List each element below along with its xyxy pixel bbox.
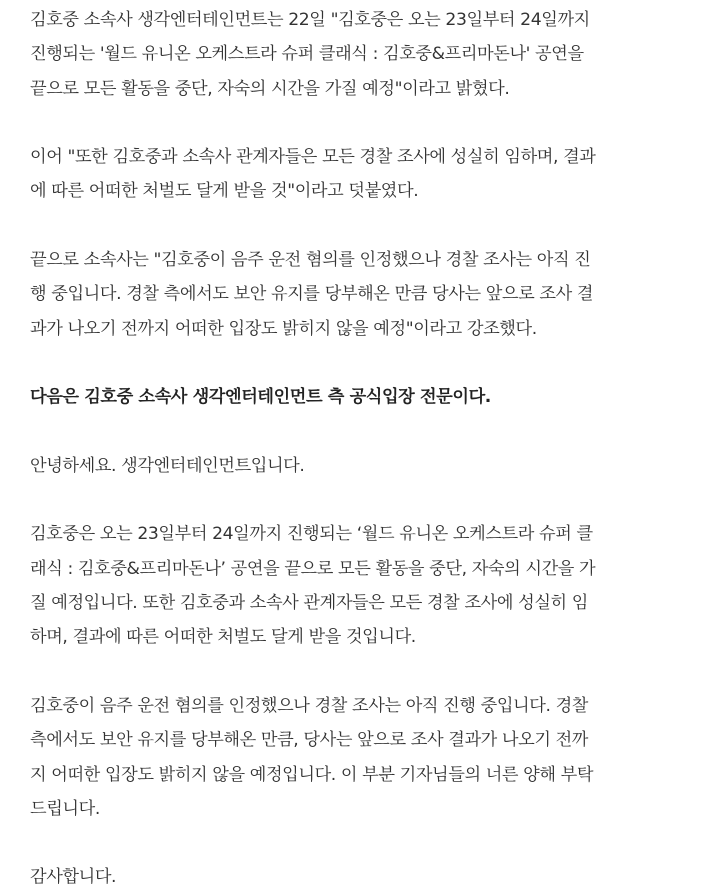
paragraph-investigation-cooperation (30, 140, 690, 209)
text-line: 질 예정입니다. 또한 김호중과 소속사 관계자들은 모든 경찰 조사에 성실히 임 (30, 593, 588, 614)
text-line: 끝으로 소속사는 "김호중이 음주 운전 혐의를 인정했으나 경찰 조사는 아직 진 (30, 250, 591, 271)
text-line: 감사합니다. (30, 867, 117, 888)
paragraph-statement-investigation (30, 689, 690, 826)
text-line: 하며, 결과에 따른 어떠한 처벌도 달게 받을 것입니다. (30, 627, 416, 648)
text-line: 래식 : 김호중&프리마돈나’ 공연을 끝으로 모든 활동을 중단, 자숙의 시간을 가 (30, 558, 596, 579)
text-line: 행 중입니다. 경찰 측에서도 보안 유지를 당부해온 만큼 당사는 앞으로 조사 결 (30, 284, 594, 305)
text-line: 에 따른 어떠한 처벌도 달게 받을 것"이라고 덧붙였다. (30, 181, 419, 202)
text-line: 과가 나오기 전까지 어떠한 입장도 밝히지 않을 예정"이라고 강조했다. (30, 318, 537, 339)
text-line: 측에서도 보안 유지를 당부해온 만큼, 당사는 앞으로 조사 결과가 나오기 전까 (30, 730, 588, 751)
article-body (30, 3, 690, 895)
text-line: 김호중 소속사 생각엔터테인먼트는 22일 "김호중은 오는 23일부터 24일까지 (30, 10, 590, 30)
text-line: 다음은 김호중 소속사 생각엔터테인먼트 측 공식입장 전문이다. (30, 387, 491, 408)
text-line: 김호중은 오는 23일부터 24일까지 진행되는 ‘월드 유니온 오케스트라 슈퍼 클 (30, 524, 593, 545)
text-line: 드립니다. (30, 798, 100, 819)
text-line: 김호중이 음주 운전 혐의를 인정했으나 경찰 조사는 아직 진행 중입니다. 경찰 (30, 695, 588, 716)
text-line: 지 어떠한 입장도 밝히지 않을 예정입니다. 이 부분 기자님들의 너른 양해 부탁 (30, 764, 594, 785)
text-line: 진행되는 '월드 유니온 오케스트라 슈퍼 클래식 : 김호중&프리마돈나' 공연을 (30, 44, 584, 65)
official-statement-heading (30, 380, 690, 414)
text-line: 이어 "또한 김호중과 소속사 관계자들은 모든 경찰 조사에 성실히 임하며, 결과 (30, 147, 596, 168)
paragraph-statement-announcement (30, 3, 690, 106)
paragraph-greeting (30, 449, 690, 483)
text-line: 안녕하세요. 생각엔터테인먼트입니다. (30, 455, 305, 476)
paragraph-closing (30, 860, 690, 894)
paragraph-agency-emphasis (30, 243, 690, 346)
text-line: 끝으로 모든 활동을 중단, 자숙의 시간을 가질 예정"이라고 밝혔다. (30, 78, 510, 99)
paragraph-statement-activity-halt (30, 517, 690, 654)
